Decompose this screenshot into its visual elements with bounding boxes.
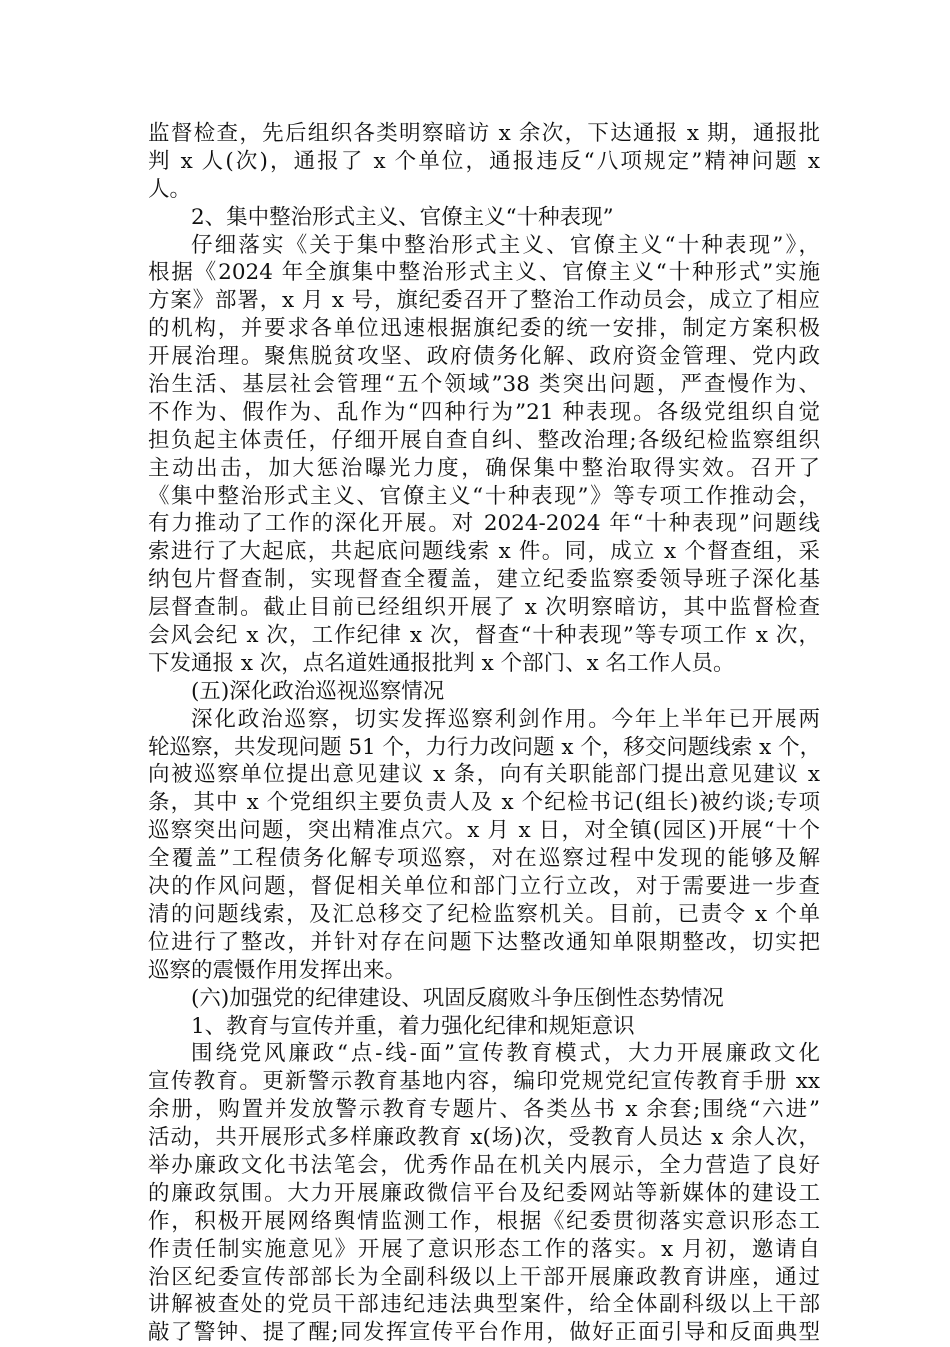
text-line: 索进行了大起底，共起底问题线索 x 件。同，成立 x 个督查组，采 [148,539,820,565]
text-line: 宣传教育。更新警示教育基地内容，编印党规党纪宣传教育手册 xx [148,1069,820,1095]
text-line: 作，积极开展网络舆情监测工作，根据《纪委贯彻落实意识形态工 [148,1208,820,1234]
text-line: 仔细落实《关于集中整治形式主义、官僚主义“十种表现”》， [191,232,820,258]
text-line: 条，其中 x 个党组织主要负责人及 x 个纪检书记(组长)被约谈;专项 [148,790,820,816]
text-line: 围绕党风廉政“点-线-面”宣传教育模式，大力开展廉政文化 [191,1041,820,1067]
text-line: 1、教育与宣传并重，着力强化纪律和规矩意识 [191,1013,635,1039]
text-line: 纳包片督查制，实现督查全覆盖，建立纪委监察委领导班子深化基 [148,567,820,593]
text-line: 巡察突出问题，突出精准点穴。x 月 x 日，对全镇(园区)开展“十个 [148,818,820,844]
text-line: 担负起主体责任，仔细开展自查自纠、整改治理;各级纪检监察组织 [148,427,820,453]
text-line: 层督查制。截止目前已经组织开展了 x 次明察暗访，其中监督检查 [148,595,820,621]
text-line: 开展治理。聚焦脱贫攻坚、政府债务化解、政府资金管理、党内政 [148,344,820,370]
text-line: 人。 [148,176,192,202]
text-line: 决的作风问题，督促相关单位和部门立行立改，对于需要进一步查 [148,874,820,900]
text-line: 判 x 人(次)，通报了 x 个单位，通报违反“八项规定”精神问题 x [148,148,820,174]
text-line: 有力推动了工作的深化开展。对 2024-2024 年“十种表现”问题线 [148,511,820,537]
text-line: 会风会纪 x 次，工作纪律 x 次，督查“十种表现”等专项工作 x 次， [148,623,820,649]
text-line: 下发通报 x 次，点名道姓通报批判 x 个部门、x 名工作人员。 [148,650,735,676]
text-line: 主动出击，加大惩治曝光力度，确保集中整治取得实效。召开了 [148,455,820,481]
text-line: 治生活、基层社会管理“五个领域”38 类突出问题，严查慢作为、 [148,372,820,398]
text-line: 敲了警钟、提了醒;同发挥宣传平台作用，做好正面引导和反面典型 [148,1320,820,1346]
text-line: 余册，购置并发放警示教育专题片、各类丛书 x 余套;围绕“六进” [148,1097,820,1123]
text-line: 巡察的震慑作用发挥出来。 [148,957,407,983]
text-line: 的廉政氛围。大力开展廉政微信平台及纪委网站等新媒体的建设工 [148,1180,820,1206]
document-body [148,120,820,1347]
text-line: (五)深化政治巡视巡察情况 [191,678,445,704]
text-line: 深化政治巡察，切实发挥巡察利剑作用。今年上半年已开展两 [191,706,820,732]
text-line: 向被巡察单位提出意见建议 x 条，向有关职能部门提出意见建议 x [148,762,820,788]
text-line: 位进行了整改，并针对存在问题下达整改通知单限期整改，切实把 [148,929,820,955]
text-line: 活动，共开展形式多样廉政教育 x(场)次，受教育人员达 x 余人次， [148,1125,820,1151]
text-line: 作责任制实施意见》开展了意识形态工作的落实。x 月初，邀请自 [148,1236,820,1262]
text-line: 方案》部署，x 月 x 号，旗纪委召开了整治工作动员会，成立了相应 [148,288,820,314]
text-line: 2、集中整治形式主义、官僚主义“十种表现” [191,204,614,230]
text-line: 不作为、假作为、乱作为“四种行为”21 种表现。各级党组织自觉 [148,399,820,425]
text-line: (六)加强党的纪律建设、巩固反腐败斗争压倒性态势情况 [191,985,724,1011]
text-line: 监督检查，先后组织各类明察暗访 x 余次，下达通报 x 期，通报批 [148,121,820,146]
text-line: 治区纪委宣传部部长为全副科级以上干部开展廉政教育讲座，通过 [148,1264,820,1290]
text-line: 举办廉政文化书法笔会，优秀作品在机关内展示，全力营造了良好 [148,1152,820,1178]
text-line: 的机构，并要求各单位迅速根据旗纪委的统一安排，制定方案积极 [148,316,820,342]
text-line: 根据《2024 年全旗集中整治形式主义、官僚主义“十种形式”实施 [148,260,820,286]
text-line: 《集中整治形式主义、官僚主义“十种表现”》等专项工作推动会， [148,483,820,509]
text-line: 清的问题线索，及汇总移交了纪检监察机关。目前，已责令 x 个单 [148,901,820,927]
text-line: 轮巡察，共发现问题 51 个，力行力改问题 x 个，移交问题线索 x 个， [148,734,822,760]
text-line: 全覆盖”工程债务化解专项巡察，对在巡察过程中发现的能够及解 [148,846,820,872]
text-line: 讲解被查处的党员干部违纪违法典型案件，给全体副科级以上干部 [148,1292,820,1318]
